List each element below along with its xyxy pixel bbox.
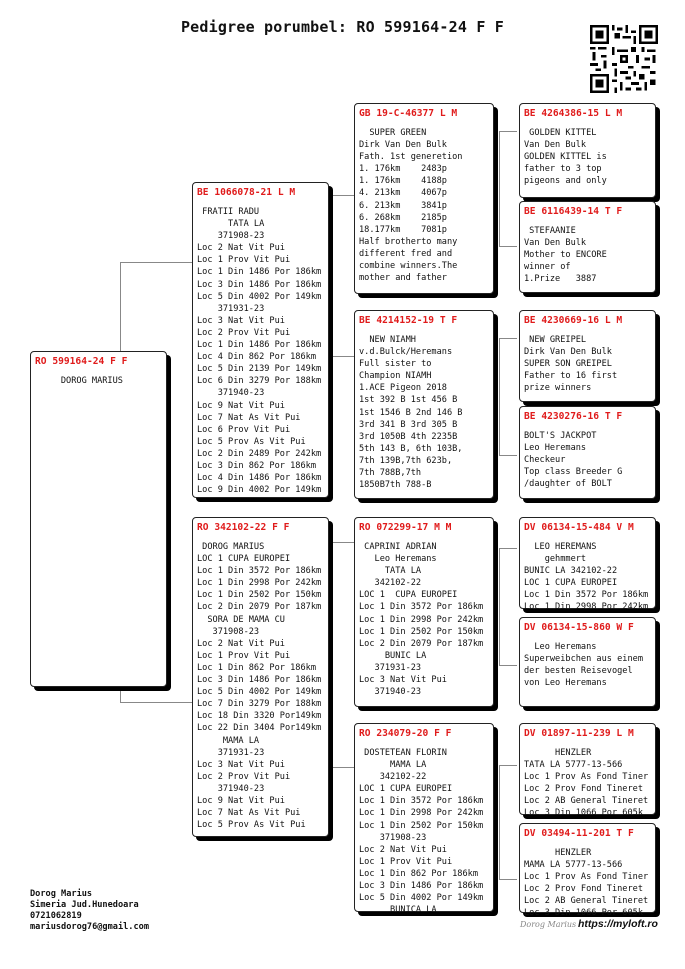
pedigree-line: MAMA LA 5777-13-566	[524, 860, 623, 871]
pedigree-line: Loc 9 Din 4002 Por 149km	[197, 485, 322, 496]
pedigree-line: Loc 9 Nat Vit Pui	[197, 795, 285, 806]
pedigree-line: Loc 1 Din 2502 Por 150km	[359, 820, 484, 831]
pedigree-line: Half brotherto many	[359, 236, 458, 247]
pedigree-line: Mother to ENCORE	[524, 250, 607, 261]
ring-number: BE 4264386-15 L M	[524, 108, 623, 119]
pedigree-line: Loc 1 Din 2998 Por 242km	[524, 602, 649, 613]
pedigree-line: Loc 2 Din 2489 Por 242km	[197, 448, 322, 459]
pedigree-line: Leo Heremans	[524, 642, 597, 652]
pedigree-line: winner of	[524, 262, 571, 273]
pedigree-line: combine winners.The	[359, 261, 458, 272]
pedigree-line: Loc 1 Din 3572 Por 186km	[524, 590, 649, 601]
pedigree-line: Loc 18 Din 3320 Por149km	[197, 711, 322, 722]
pedigree-line: Loc 1 Din 2502 Por 150km	[359, 626, 484, 637]
pedigree-line: GOLDEN KITTEL	[524, 128, 597, 138]
pedigree-line: father to 3 top	[524, 164, 602, 175]
signature: Dorog Marius	[520, 920, 577, 929]
pedigree-line: Loc 1 Din 3572 Por 186km	[359, 796, 484, 807]
pedigree-line: Loc 4 Din 862 Por 186km	[197, 352, 316, 363]
sire-card	[192, 182, 329, 498]
connector	[331, 542, 354, 768]
pedigree-line: Loc 1 Din 2998 Por 242km	[359, 614, 484, 625]
sire-dam-dam-card	[519, 406, 656, 499]
pedigree-line: prize winners	[524, 383, 592, 394]
pedigree-line: 371908-23	[197, 231, 265, 242]
pedigree-line: Loc 5 Prov As Vit Pui	[197, 820, 306, 831]
pedigree-line: Loc 1 Din 862 Por 186km	[359, 868, 478, 879]
pedigree-line: HENZLER	[524, 848, 592, 858]
pedigree-line: Loc 1 Din 2998 Por 242km	[197, 578, 322, 589]
ring-number: BE 4230276-16 T F	[524, 411, 623, 422]
pedigree-line: LOC 1 CUPA EUROPEI	[359, 784, 453, 795]
pedigree-line: Loc 2 Prov Vit Pui	[197, 327, 291, 338]
sire-dam-sire-card	[519, 310, 656, 402]
pedigree-line: Loc 1 Prov Vit Pui	[197, 650, 291, 661]
pedigree-line: DOSTETEAN FLORIN	[359, 748, 447, 758]
pedigree-line: Fath. 1st generetion	[359, 152, 463, 163]
pedigree-line: Loc 3 Din 1486 Por 186km	[197, 279, 322, 290]
pedigree-line: 342102-22	[359, 578, 422, 589]
connector	[499, 548, 517, 666]
pedigree-line: Loc 7 Nat As Vit Pui	[197, 412, 301, 423]
pedigree-line: pigeons and only	[524, 176, 607, 187]
pedigree-line: DOROG MARIUS	[35, 376, 123, 386]
dam-sire-dam-card	[519, 617, 656, 707]
pedigree-line: Loc 2 Din 2079 Por 187km	[359, 638, 484, 649]
breeder-email[interactable]: mariusdorog76@gmail.com	[30, 922, 149, 932]
pedigree-line: Loc 5 Din 4002 Por 149km	[197, 687, 322, 698]
pedigree-line: MAMA LA	[359, 760, 427, 771]
breeder-name: Dorog Marius	[30, 889, 93, 899]
ring-number: BE 4230669-16 L M	[524, 315, 623, 326]
pedigree-line: HENZLER	[524, 748, 592, 758]
pedigree-line: BUNICA LA	[359, 905, 437, 916]
pedigree-line: Loc 7 Din 3279 Por 188km	[197, 699, 322, 710]
pedigree-line: 371940-23	[197, 388, 265, 399]
pedigree-line: v.d.Bulck/Heremans	[359, 347, 453, 358]
pedigree-line: TATA LA	[359, 566, 422, 577]
pedigree-line: Top class Breeder G	[524, 467, 623, 478]
dam-dam-card	[354, 723, 494, 916]
pedigree-line: Loc 4 Din 1486 Por 186km	[197, 473, 322, 484]
pedigree-line: Loc 2 Nat Vit Pui	[197, 243, 285, 254]
pedigree-line: different fred and	[359, 248, 453, 259]
dam-dam-dam-card	[519, 823, 656, 919]
pedigree-line: Loc 7 Nat As Vit Pui	[197, 808, 301, 819]
pedigree-line: von Leo Heremans	[524, 678, 607, 689]
pedigree-line: MAMA LA	[197, 735, 260, 746]
pedigree-line: GOLDEN KITTEL is	[524, 152, 607, 163]
ring-number: BE 1066078-21 L M	[197, 187, 296, 198]
pedigree-line: Leo Heremans	[524, 443, 587, 454]
ring-number: DV 06134-15-860 W F	[524, 622, 634, 633]
pedigree-line: Loc 1 Din 1486 Por 186km	[197, 340, 322, 351]
pedigree-line: Loc 5 Prov As Vit Pui	[197, 436, 306, 447]
pedigree-line: FRATII RADU	[197, 207, 260, 217]
pedigree-line: Loc 2 Prov Vit Pui	[197, 771, 291, 782]
pedigree-line: 371931-23	[359, 662, 422, 673]
pedigree-line: Dirk Van Den Bulk	[524, 347, 612, 358]
pedigree-line: TATA LA	[197, 219, 265, 230]
ring-number: RO 342102-22 F F	[197, 522, 290, 533]
pedigree-line: Loc 6 Din 3279 Por 188km	[197, 376, 322, 387]
pedigree-line: 1st 1546 B 2nd 146 B	[359, 407, 463, 418]
pedigree-line: Loc 1 Prov Vit Pui	[197, 255, 291, 266]
pedigree-line: BUNIC LA	[359, 650, 427, 661]
pedigree-line: Loc 2 Nat Vit Pui	[359, 844, 447, 855]
pedigree-line: mother and father	[359, 273, 447, 284]
pedigree-line: Loc 9 Nat Vit Pui	[197, 400, 285, 411]
pedigree-line: Loc 2 Din 2079 Por 187km	[197, 602, 322, 613]
pedigree-line: Loc 1 Din 3572 Por 186km	[359, 602, 484, 613]
pedigree-line: 371908-23	[197, 626, 260, 637]
pedigree-line: Father to 16 first	[524, 371, 618, 382]
pedigree-line: Full sister to	[359, 359, 432, 370]
pedigree-line: Superweibchen aus einem	[524, 654, 643, 665]
pedigree-line: 6. 213km 3841p	[359, 200, 447, 211]
dam-sire-card	[354, 517, 494, 707]
pedigree-line: Loc 3 Nat Vit Pui	[197, 759, 285, 770]
pedigree-line: Loc 3 Din 1486 Por 186km	[197, 675, 322, 686]
pedigree-line: 1.Prize 3887	[524, 274, 597, 285]
pedigree-line: BOLT'S JACKPOT	[524, 431, 597, 441]
pedigree-line: SORA DE MAMA CU	[197, 614, 285, 625]
dam-card	[192, 517, 329, 837]
ring-number: DV 06134-15-484 V M	[524, 522, 634, 533]
ring-number: RO 234079-20 F F	[359, 728, 452, 739]
pedigree-line: NEW GREIPEL	[524, 335, 587, 345]
pedigree-line: DOROG MARIUS	[197, 542, 265, 552]
pedigree-line: 4. 213km 4067p	[359, 188, 447, 199]
pedigree-line: Loc 5 Din 4002 Por 149km	[359, 893, 484, 904]
pedigree-line: Loc 3 Din 1066 Por 605k	[524, 808, 643, 819]
pedigree-line: STEFAANIE	[524, 226, 576, 236]
pedigree-line: Loc 1 Din 2998 Por 242km	[359, 808, 484, 819]
qr-code-icon	[590, 25, 658, 93]
subject-pigeon-card	[30, 351, 167, 687]
connector	[499, 765, 517, 880]
pedigree-line: Loc 3 Nat Vit Pui	[359, 675, 447, 686]
pedigree-line: Loc 2 AB General Tineret	[524, 896, 649, 907]
ring-number: BE 4214152-19 T F	[359, 315, 458, 326]
ring-number: DV 03494-11-201 T F	[524, 828, 634, 839]
breeder-phone: 0721062819	[30, 911, 82, 921]
pedigree-line: Loc 5 Din 4002 Por 149km	[197, 291, 322, 302]
pedigree-line: Loc 1 Din 2502 Por 150km	[197, 590, 322, 601]
breeder-address: Simeria Jud.Hunedoara	[30, 900, 139, 910]
pedigree-line: gehmmert	[524, 554, 587, 565]
pedigree-line: Leo Heremans	[359, 554, 437, 565]
page-title: Pedigree porumbel: RO 599164-24 F F	[180, 18, 505, 36]
pedigree-line: der besten Reisevogel	[524, 666, 633, 677]
pedigree-line: Loc 6 Prov Vit Pui	[197, 424, 291, 435]
pedigree-line: 7th 788B,7th	[359, 468, 422, 479]
connector	[331, 195, 354, 357]
pedigree-line: BUNIC LA 342102-22	[524, 566, 618, 577]
pedigree-line: TATA LA 5777-13-566	[524, 760, 623, 771]
pedigree-line: 3rd 1050B 4th 2235B	[359, 431, 458, 442]
pedigree-line: Loc 5 Din 2139 Por 149km	[197, 364, 322, 375]
ring-number: RO 072299-17 M M	[359, 522, 452, 533]
pedigree-line: 1850B7th 788-B	[359, 480, 432, 491]
pedigree-line: Van Den Bulk	[524, 238, 587, 249]
sire-sire-dam-card	[519, 201, 656, 293]
pedigree-line: LOC 1 CUPA EUROPEI	[524, 578, 618, 589]
pedigree-line: Loc 3 Din 862 Por 186km	[197, 460, 316, 471]
pedigree-line: NEW NIAMH	[359, 335, 416, 345]
pedigree-line: 1. 176km 2483p	[359, 164, 447, 175]
pedigree-line: 371931-23	[197, 747, 265, 758]
pedigree-line: Loc 3 Nat Vit Pui	[197, 315, 285, 326]
pedigree-line: 1. 176km 4188p	[359, 176, 447, 187]
pedigree-line: LOC 1 CUPA EUROPEI	[197, 554, 291, 565]
pedigree-line: 1st 392 B 1st 456 B	[359, 395, 458, 406]
pedigree-line: 7th 139B,7th 623b,	[359, 455, 453, 466]
pedigree-line: LOC 1 CUPA EUROPEI	[359, 590, 458, 601]
pedigree-line: 371908-23	[359, 832, 427, 843]
pedigree-line: Loc 2 Prov Fond Tineret	[524, 884, 643, 895]
sire-dam-card	[354, 310, 494, 499]
ring-number: GB 19-C-46377 L M	[359, 108, 458, 119]
pedigree-line: Loc 1 Din 1486 Por 186km	[197, 267, 322, 278]
ring-number: BE 6116439-14 T F	[524, 206, 623, 217]
pedigree-line: 371940-23	[197, 783, 265, 794]
pedigree-line: Loc 2 Prov Fond Tineret	[524, 784, 643, 795]
website-link[interactable]: https://myloft.ro	[578, 918, 658, 930]
pedigree-line: Loc 2 Nat Vit Pui	[197, 638, 285, 649]
pedigree-line: 1.ACE Pigeon 2018	[359, 383, 447, 394]
pedigree-line: Checkeur	[524, 455, 566, 466]
pedigree-line: 371931-23	[197, 303, 265, 314]
pedigree-line: Loc 22 Din 3404 Por149km	[197, 723, 322, 734]
sire-sire-card	[354, 103, 494, 294]
pedigree-line: Loc 1 Din 3572 Por 186km	[197, 566, 322, 577]
pedigree-line: 3rd 341 B 3rd 305 B	[359, 419, 458, 430]
ring-number: DV 01897-11-239 L M	[524, 728, 634, 739]
pedigree-line: /daughter of BOLT	[524, 479, 612, 490]
breeder-contact	[30, 889, 149, 933]
pedigree-line: Champion NIAMH	[359, 371, 432, 382]
pedigree-line: Loc 3 Din 1066 Por 605k	[524, 908, 643, 919]
pedigree-line: 371940-23	[359, 687, 422, 698]
sire-sire-sire-card	[519, 103, 656, 198]
pedigree-line: Loc 2 AB General Tineret	[524, 796, 649, 807]
pedigree-line: Loc 3 Din 1486 Por 186km	[359, 881, 484, 892]
pedigree-line: Loc 1 Prov Vit Pui	[359, 856, 453, 867]
pedigree-line: Van Den Bulk	[524, 140, 587, 151]
connector	[499, 338, 517, 456]
pedigree-line: 5th 143 B, 6th 103B,	[359, 443, 463, 454]
pedigree-line: CAPRINI ADRIAN	[359, 542, 437, 552]
pedigree-line: Loc 1 Prov As Fond Tiner	[524, 772, 649, 783]
pedigree-line: Loc 1 Prov As Fond Tiner	[524, 872, 649, 883]
pedigree-line: 18.177km 7081p	[359, 224, 447, 235]
pedigree-line: 342102-22	[359, 772, 427, 783]
dam-dam-sire-card	[519, 723, 656, 819]
pedigree-line: SUPER GREEN	[359, 128, 427, 138]
pedigree-line: SUPER SON GREIPEL	[524, 359, 612, 370]
pedigree-line: Dirk Van Den Bulk	[359, 140, 447, 151]
connector	[499, 131, 517, 247]
pedigree-line: LEO HEREMANS	[524, 542, 597, 552]
pedigree-line: Loc 1 Din 862 Por 186km	[197, 662, 316, 673]
pedigree-line: 6. 268km 2185p	[359, 212, 447, 223]
dam-sire-sire-card	[519, 517, 656, 613]
ring-number: RO 599164-24 F F	[35, 356, 128, 367]
